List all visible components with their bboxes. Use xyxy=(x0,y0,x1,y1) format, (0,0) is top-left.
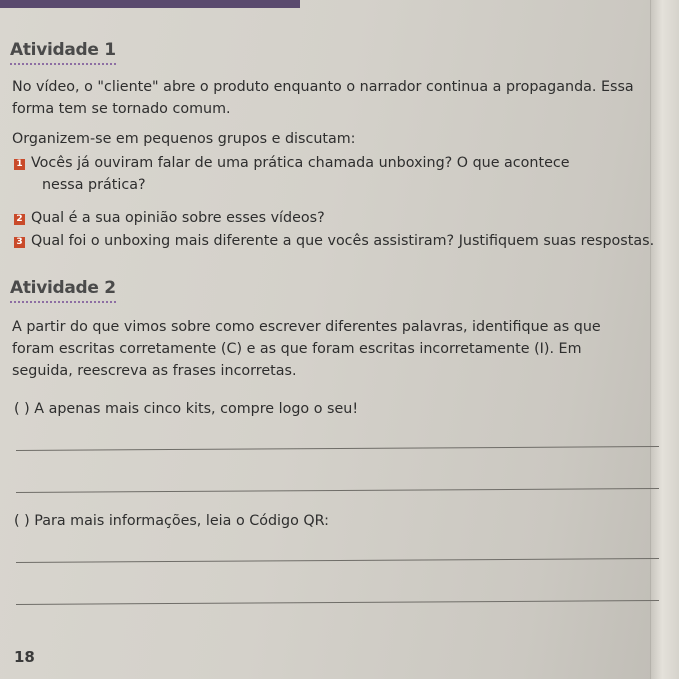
intro-line: forma tem se tornado comum. xyxy=(12,101,231,117)
answer-line[interactable] xyxy=(16,558,659,563)
sentence-text: A apenas mais cinco kits, compre logo o seu! xyxy=(34,401,359,417)
question-text: Qual foi o unboxing mais diferente a que vocês assistiram? Justifiquem suas respostas. xyxy=(31,233,655,249)
intro-line: seguida, reescreva as frases incorretas. xyxy=(12,363,297,379)
answer-line[interactable] xyxy=(16,446,659,451)
intro-line: foram escritas corretamente (C) e as que foram escritas incorretamente (I). Em xyxy=(12,341,582,357)
activity-1-instruction: Organizem-se em pequenos grupos e discutam: xyxy=(12,131,356,147)
question-1 xyxy=(14,152,570,174)
intro-line: A partir do que vimos sobre como escrever diferentes palavras, identifique as que xyxy=(12,319,601,335)
answer-line[interactable] xyxy=(16,600,659,605)
activity-1-intro xyxy=(12,76,652,120)
sentence-2 xyxy=(14,510,329,532)
activity-1-title: Atividade 1 xyxy=(10,40,116,65)
header-band xyxy=(0,0,300,8)
question-number: 2 xyxy=(14,214,25,225)
page-edge xyxy=(650,0,679,679)
answer-parentheses[interactable]: ( ) xyxy=(14,401,30,417)
sentence-text: Para mais informações, leia o Código QR: xyxy=(34,513,329,529)
answer-parentheses[interactable]: ( ) xyxy=(14,513,30,529)
activity-2-title: Atividade 2 xyxy=(10,278,116,303)
question-number: 1 xyxy=(14,159,25,170)
sentence-1 xyxy=(14,398,358,420)
question-text: Qual é a sua opinião sobre esses vídeos? xyxy=(31,210,325,226)
intro-line: No vídeo, o "cliente" abre o produto enquanto o narrador continua a propaganda. Essa xyxy=(12,79,634,95)
question-3 xyxy=(14,230,654,252)
page-number: 18 xyxy=(14,648,35,666)
question-text: Vocês já ouviram falar de uma prática chamada unboxing? O que acontece xyxy=(31,155,570,171)
answer-line[interactable] xyxy=(16,488,659,493)
question-number: 3 xyxy=(14,237,25,248)
question-1-continuation: nessa prática? xyxy=(42,177,146,193)
question-2 xyxy=(14,207,325,229)
activity-2-intro xyxy=(12,316,652,382)
